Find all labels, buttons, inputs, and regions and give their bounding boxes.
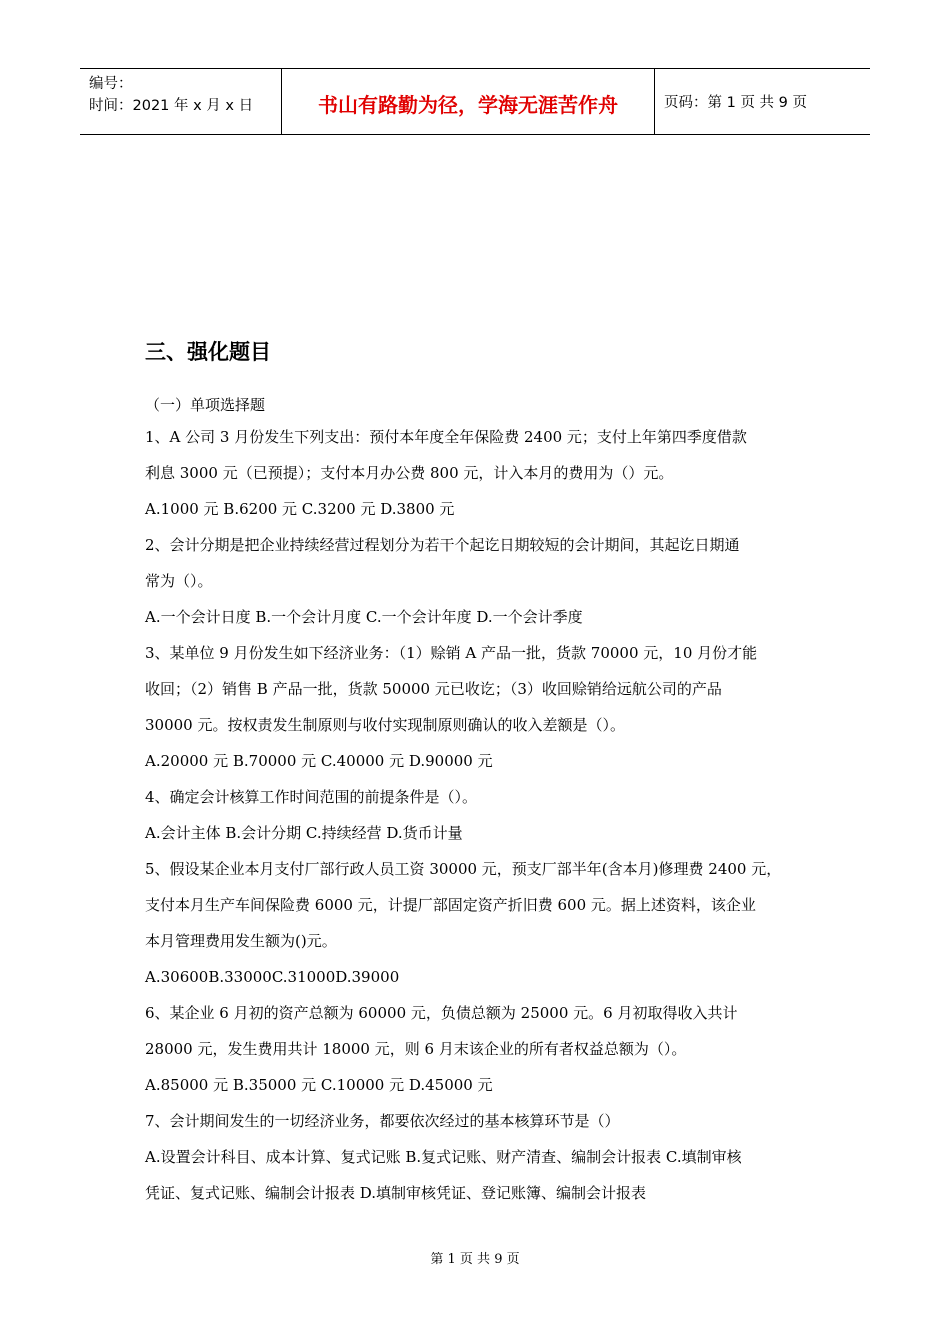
question-body xyxy=(145,395,813,1211)
text-line: 7、会计期间发生的一切经济业务，都要依次经过的基本核算环节是（） xyxy=(145,1112,620,1130)
text-line: 3、某单位 9 月份发生如下经济业务：（1）赊销 A 产品一批，货款 70000 元，10 月份才能 xyxy=(145,644,758,662)
section-subtitle: （一）单项选择题 xyxy=(145,396,266,414)
header-meta-cell xyxy=(80,69,282,134)
header-motto-cell xyxy=(282,69,655,134)
answer-options: A.85000 元 B.35000 元 C.10000 元 D.45000 元 xyxy=(145,1076,493,1094)
text-line: 4、确定会计核算工作时间范围的前提条件是（）。 xyxy=(145,788,478,806)
answer-options: A.设置会计科目、成本计算、复式记账 B.复式记账、财产清查、编制会计报表 C.填制审核 xyxy=(145,1148,742,1166)
answer-options: A.会计主体 B.会计分期 C.持续经营 D.货币计量 xyxy=(145,824,463,842)
number-label: 编号： xyxy=(89,76,133,92)
answer-options: A.一个会计日度 B.一个会计月度 C.一个会计年度 D.一个会计季度 xyxy=(145,608,583,626)
answer-options: A.20000 元 B.70000 元 C.40000 元 D.90000 元 xyxy=(145,752,493,770)
text-line: 2、会计分期是把企业持续经营过程划分为若干个起讫日期较短的会计期间，其起讫日期通 xyxy=(145,536,740,554)
text-line: 支付本月生产车间保险费 6000 元，计提厂部固定资产折旧费 600 元。据上述资料，该企业 xyxy=(145,896,756,914)
page-code: 页码：第 1 页 共 9 页 xyxy=(664,95,807,111)
page-footer xyxy=(0,1248,950,1267)
footer-page-info: 第 1 页 共 9 页 xyxy=(430,1252,520,1267)
text-line: 本月管理费用发生额为()元。 xyxy=(145,932,337,950)
text-line: 常为（）。 xyxy=(145,572,213,590)
section-title: 三、强化题目 xyxy=(145,340,271,364)
text-line: 28000 元，发生费用共计 18000 元，则 6 月末该企业的所有者权益总额为（）。 xyxy=(145,1040,687,1058)
text-line: 5、假设某企业本月支付厂部行政人员工资 30000 元，预支厂部半年(含本月)修理费 2400 元， xyxy=(145,860,782,878)
answer-options: A.30600B.33000C.31000D.39000 xyxy=(145,968,400,986)
motto-text: 书山有路勤为径，学海无涯苦作舟 xyxy=(318,93,618,117)
answer-options: A.1000 元 B.6200 元 C.3200 元 D.3800 元 xyxy=(145,500,455,518)
header-page-cell xyxy=(655,69,870,134)
time-label: 时间：2021 年 x 月 x 日 xyxy=(89,98,254,114)
text-line: 1、A 公司 3 月份发生下列支出：预付本年度全年保险费 2400 元；支付上年第四季度借款 xyxy=(145,428,747,446)
text-line: 利息 3000 元（已预提）；支付本月办公费 800 元，计入本月的费用为（）元。 xyxy=(145,464,674,482)
document-header xyxy=(80,68,870,135)
text-line: 30000 元。按权责发生制原则与收付实现制原则确认的收入差额是（）。 xyxy=(145,716,625,734)
text-line: 收回；（2）销售 B 产品一批，货款 50000 元已收讫；（3）收回赊销给远航公司的产品 xyxy=(145,680,722,698)
answer-options: 凭证、复式记账、编制会计报表 D.填制审核凭证、登记账簿、编制会计报表 xyxy=(145,1184,647,1202)
text-line: 6、某企业 6 月初的资产总额为 60000 元，负债总额为 25000 元。6 月初取得收入共计 xyxy=(145,1004,738,1022)
